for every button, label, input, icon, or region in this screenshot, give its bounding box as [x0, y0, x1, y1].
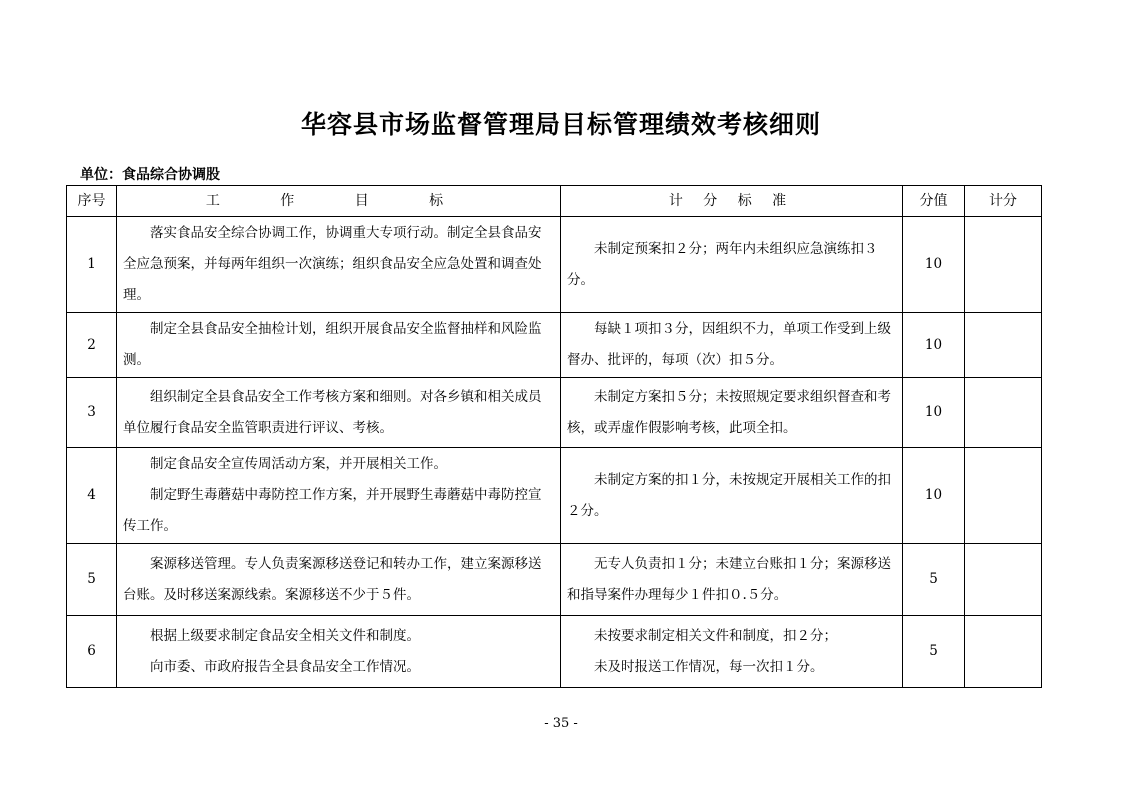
- scoring-standard-text: 未及时报送工作情况，每一次扣１分。: [594, 658, 824, 675]
- scoring-standard-text: 每缺１项扣３分，因组织不力，单项工作受到上级督办、批评的，每项（次）扣５分。: [567, 321, 891, 368]
- table-row: [67, 378, 1042, 448]
- header-value: 分值: [903, 186, 965, 217]
- work-goal-cell: [117, 616, 561, 688]
- point-value: 10: [903, 217, 965, 313]
- score-cell: [965, 544, 1042, 616]
- row-number: 2: [67, 313, 117, 378]
- work-goal-text: 落实食品安全综合协调工作，协调重大专项行动。制定全县食品安全应急预案，并每两年组织一次演练；组织食品安全应急处置和调查处理。: [123, 225, 542, 303]
- scoring-standard-cell: [561, 378, 903, 448]
- unit-label: 单位：食品综合协调股: [80, 167, 220, 183]
- work-goal-text: 组织制定全县食品安全工作考核方案和细则。对各乡镇和相关成员单位履行食品安全监管职责进行评议、考核。: [123, 388, 542, 436]
- header-no: 序号: [67, 186, 117, 217]
- work-goal-text: 案源移送管理。专人负责案源移送登记和转办工作，建立案源移送台账。及时移送案源线索。案源移送不少于５件。: [123, 555, 542, 603]
- work-goal-text: 制定食品安全宣传周活动方案，并开展相关工作。: [150, 456, 447, 472]
- work-goal-text: 向市委、市政府报告全县食品安全工作情况。: [150, 658, 420, 675]
- scoring-standard-cell: [561, 616, 903, 688]
- row-number: 5: [67, 544, 117, 616]
- scoring-standard-cell: [561, 217, 903, 313]
- table-row: [67, 217, 1042, 313]
- table-row: [67, 544, 1042, 616]
- header-goal: 工 作 目 标: [117, 186, 561, 217]
- work-goal-text: 制定全县食品安全抽检计划，组织开展食品安全监督抽样和风险监测。: [123, 321, 542, 368]
- work-goal-cell: [117, 217, 561, 313]
- work-goal-text: 制定野生毒蘑菇中毒防控工作方案，并开展野生毒蘑菇中毒防控宣传工作。: [123, 487, 542, 534]
- point-value: 5: [903, 544, 965, 616]
- page-number: - 35 -: [544, 716, 578, 731]
- score-cell: [965, 217, 1042, 313]
- table-header-row: [67, 186, 1042, 217]
- score-cell: [965, 313, 1042, 378]
- score-cell: [965, 448, 1042, 544]
- table-row: [67, 313, 1042, 378]
- point-value: 10: [903, 378, 965, 448]
- work-goal-cell: [117, 544, 561, 616]
- page-title: 华容县市场监督管理局目标管理绩效考核细则: [300, 110, 821, 139]
- row-number: 4: [67, 448, 117, 544]
- scoring-standard-cell: [561, 313, 903, 378]
- scoring-standard-cell: [561, 448, 903, 544]
- point-value: 5: [903, 616, 965, 688]
- score-cell: [965, 616, 1042, 688]
- scoring-standard-cell: [561, 544, 903, 616]
- table-row: [67, 448, 1042, 544]
- score-cell: [965, 378, 1042, 448]
- table-row: [67, 616, 1042, 688]
- work-goal-text: 根据上级要求制定食品安全相关文件和制度。: [150, 627, 420, 644]
- point-value: 10: [903, 448, 965, 544]
- work-goal-cell: [117, 378, 561, 448]
- point-value: 10: [903, 313, 965, 378]
- scoring-standard-text: 无专人负责扣１分；未建立台账扣１分；案源移送和指导案件办理每少１件扣０.５分。: [567, 555, 891, 603]
- row-number: 6: [67, 616, 117, 688]
- assessment-table: [66, 185, 1042, 688]
- scoring-standard-text: 未制定方案扣５分；未按照规定要求组织督查和考核，或弄虚作假影响考核，此项全扣。: [567, 388, 891, 436]
- work-goal-cell: [117, 313, 561, 378]
- row-number: 1: [67, 217, 117, 313]
- scoring-standard-text: 未制定方案的扣１分，未按规定开展相关工作的扣２分。: [567, 471, 891, 519]
- scoring-standard-text: 未制定预案扣２分；两年内未组织应急演练扣３分。: [567, 240, 878, 288]
- work-goal-cell: [117, 448, 561, 544]
- header-score: 计分: [965, 186, 1042, 217]
- row-number: 3: [67, 378, 117, 448]
- scoring-standard-text: 未按要求制定相关文件和制度，扣２分；: [594, 627, 837, 644]
- header-standard: 计 分 标 准: [561, 186, 903, 217]
